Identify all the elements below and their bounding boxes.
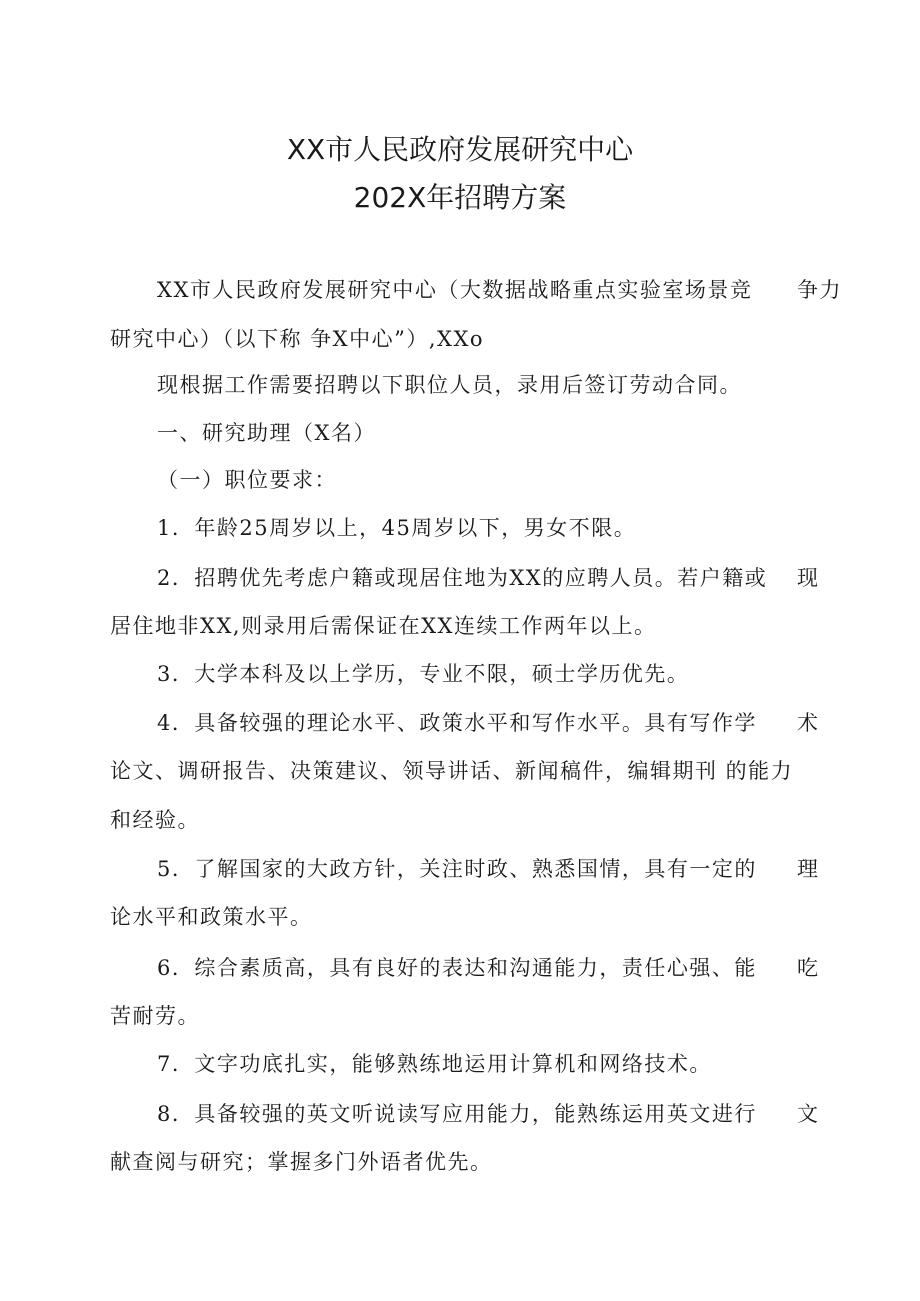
document-title-line-1: XX市人民政府发展研究中心 <box>286 133 634 166</box>
intro-paragraph-line-1: XX市人民政府发展研究中心（大数据战略重点实验室场景竞 <box>157 278 753 302</box>
requirement-2-line-1: 2．招聘优先考虑户籍或现居住地为XX的应聘人员。若户籍或 <box>157 566 768 590</box>
intro-paragraph-line-2: 研究中心）（以下称 争X中心”）,XXo <box>110 327 485 351</box>
recruit-paragraph: 现根据工作需要招聘以下职位人员，录用后签订劳动合同。 <box>157 373 742 397</box>
requirement-6-line-2: 苦耐劳。 <box>110 1004 200 1028</box>
document-title-line-2: 202X年招聘方案 <box>353 181 567 214</box>
requirement-5-line-1: 5．了解国家的大政方针，关注时政、熟悉国情，具有一定的 <box>157 857 757 881</box>
section-heading: 一、研究助理（X名） <box>157 421 376 445</box>
requirement-8-line-2: 献查阅与研究；掌握多门外语者优先。 <box>110 1150 493 1174</box>
requirement-4-line-1: 4．具备较强的理论水平、政策水平和写作水平。具有写作学 <box>157 711 757 735</box>
requirement-2-line-1-end: 现 <box>797 566 820 590</box>
requirement-4-line-2: 论文、调研报告、决策建议、领导讲话、新闻稿件，编辑期刊 的能力 <box>110 759 794 783</box>
requirement-4-line-3: 和经验。 <box>110 808 200 832</box>
requirement-5-line-2: 论水平和政策水平。 <box>110 905 313 929</box>
requirement-7: 7．文字功底扎实，能够熟练地运用计算机和网络技术。 <box>157 1052 712 1076</box>
requirement-5-line-1-end: 理 <box>797 857 820 881</box>
requirement-3: 3．大学本科及以上学历，专业不限，硕士学历优先。 <box>157 662 690 686</box>
requirement-2-line-2: 居住地非XX,则录用后需保证在XX连续工作两年以上。 <box>110 614 657 638</box>
intro-paragraph-line-1-end: 争力 <box>797 278 842 302</box>
requirement-6-line-1-end: 吃 <box>797 956 820 980</box>
requirement-1: 1．年龄25周岁以上，45周岁以下，男女不限。 <box>157 516 637 540</box>
requirement-8-line-1-end: 文 <box>797 1102 820 1126</box>
requirement-4-line-1-end: 术 <box>797 711 820 735</box>
requirement-6-line-1: 6．综合素质高，具有良好的表达和沟通能力，责任心强、能 <box>157 956 757 980</box>
requirement-8-line-1: 8．具备较强的英文听说读写应用能力，能熟练运用英文进行 <box>157 1102 757 1126</box>
subsection-heading: （一）职位要求： <box>157 468 337 492</box>
